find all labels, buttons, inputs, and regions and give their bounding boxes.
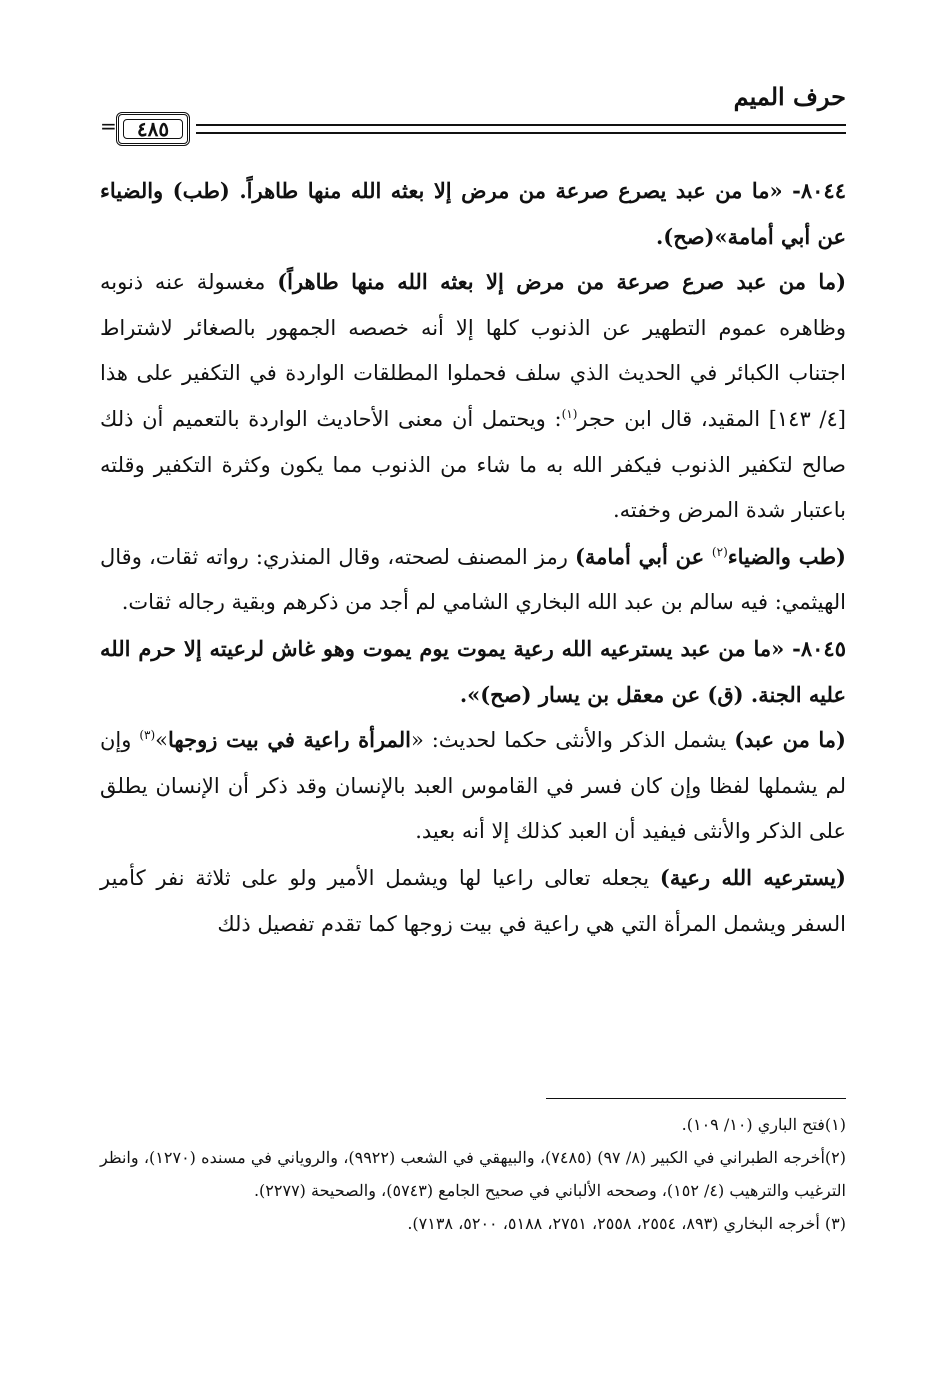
commentary-8045-b: [100, 855, 846, 947]
commentary-text: : ويحتمل أن معنى الأحاديث الواردة بالتعميم أن ذلك صالح لتكفير الذنوب فيكفر الله به ما شاء من الذنوب مما يكون وكثرة التكفير وقلته باعتبار شدة المرض وخفته.: [100, 406, 846, 523]
commentary-text: رمز المصنف لصحته، وقال المنذري: رواته ثقات، وقال الهيثمي: فيه سالم بن عبد الله البخاري الشامي لم أجد من ذكرهم وبقية رجاله ثقات.: [100, 544, 846, 615]
quoted-phrase: عن أبي أمامة): [574, 543, 712, 569]
hadith-8045: ٨٠٤٥- «ما من عبد يسترعيه الله رعية يموت يوم يموت وهو غاش لرعيته إلا حرم الله عليه الجنة. (ق) عن معقل بن يسار (صح)».: [100, 635, 846, 707]
page-number-frame-inner: [123, 119, 183, 139]
footnote-ref-2[interactable]: (٢): [711, 544, 728, 559]
footnote-3: (٣) أخرجه البخاري (٨٩٣، ٢٥٥٤، ٢٥٥٨، ٢٧٥١، ٥١٨٨، ٥٢٠٠، ٧١٣٨).: [407, 1214, 846, 1233]
header-dash: =: [100, 114, 117, 138]
quoted-hadith: المرأة راعية في بيت زوجها: [168, 727, 411, 753]
page-number: ٤٨٥: [136, 117, 170, 141]
footnote-ref-1[interactable]: (١): [561, 406, 578, 421]
quoted-phrase: (يسترعيه الله رعية): [659, 864, 846, 890]
footnote-ref-3[interactable]: (٣): [139, 728, 156, 743]
footnotes: [100, 1108, 846, 1240]
footnote-separator: [546, 1098, 846, 1099]
footnote-2: (٢)أخرجه الطبراني في الكبير (٨/ ٩٧) (٧٤٨٥)، والبيهقي في الشعب (٩٩٢٢)، والروياني في مسنده (١٢٧٠)، وانظر الترغيب والترهيب (٤/ ١٥٢)، وصححه الألباني في صحيح الجامع (٥٧٤٣)، والصحيحة (٢٢٧٧).: [100, 1148, 846, 1200]
page-number-frame: [116, 112, 190, 146]
commentary-8044-a: [100, 259, 846, 534]
commentary-text: يجعله تعالى راعيا لها ويشمل الأمير ولو على ثلاثة نفر كأمير السفر ويشمل المرأة التي هي راعية في بيت زوجها كما تقدم تفصيل ذلك: [100, 865, 846, 936]
commentary-text: »: [155, 728, 169, 753]
quoted-phrase: (ما من عبد صرع صرعة من مرض إلا بعثه الله منها طاهراً): [277, 269, 846, 295]
commentary-8045-a: [100, 717, 846, 855]
commentary-text: مغسولة عنه ذنوبه وظاهره عموم التطهير عن الذنوب كلها إلا أنه خصصه الجمهور بالصغائر لاشتراط اجتناب الكبائر في الحديث الذي سلف فحملوا المطلقات الواردة في التكفير على هذا [٤/ ١٤٣] المقيد، قال ابن حجر: [100, 270, 846, 431]
quoted-phrase: (طب والضياء: [727, 543, 846, 569]
chapter-title: حرف الميم: [733, 82, 846, 111]
commentary-text: وإن لم يشملها لفظا وإن كان فسر في القاموس العبد بالإنسان وقد ذكر أن الإنسان يطلق على الذكر والأنثى فيفيد أن العبد كذلك إلا أنه بعيد.: [100, 728, 846, 844]
footnote-1: (١)فتح الباري (١٠/ ١٠٩).: [681, 1115, 846, 1134]
header-rule: [196, 124, 846, 134]
commentary-text: يشمل الذكر والأنثى حكما لحديث: «: [410, 728, 735, 753]
commentary-8044-b: [100, 534, 846, 626]
hadith-8044: ٨٠٤٤- «ما من عبد يصرع صرعة من مرض إلا بعثه الله منها طاهراً. (طب) والضياء عن أبي أمامة»(صح).: [100, 178, 846, 249]
quoted-phrase: (ما من عبد): [734, 727, 846, 753]
main-text: [100, 168, 846, 947]
